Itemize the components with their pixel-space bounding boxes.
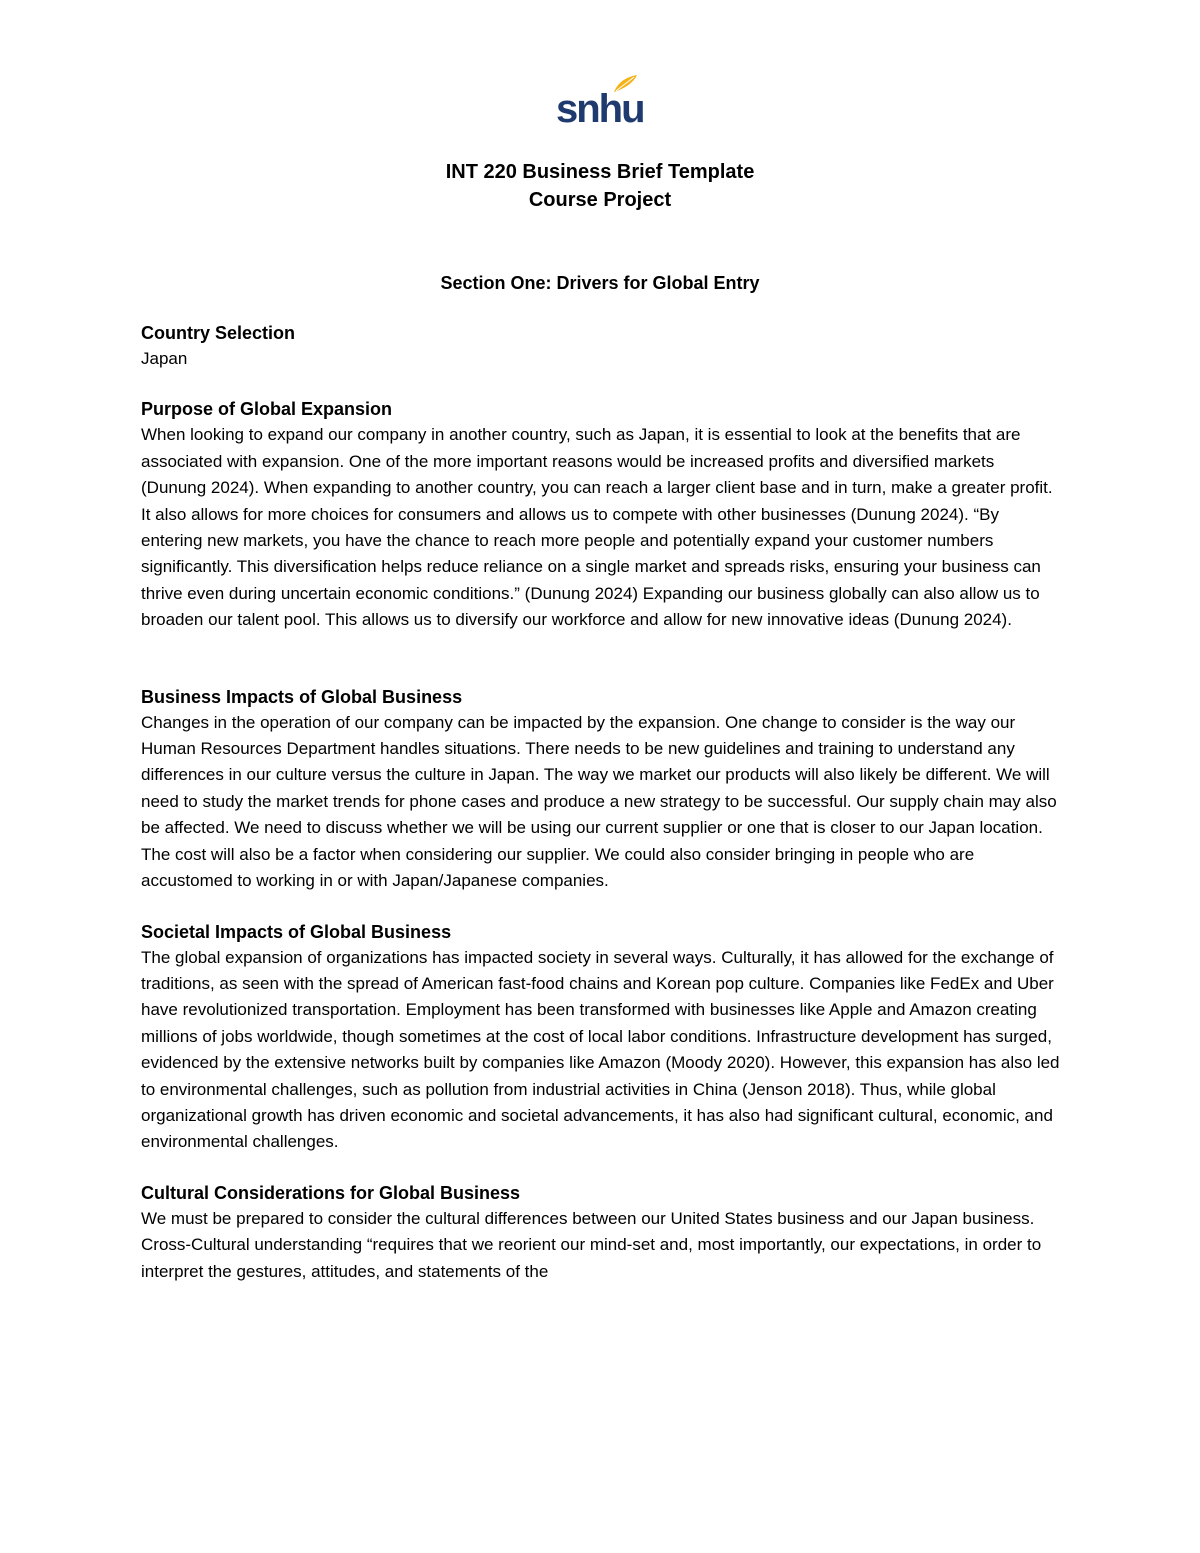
document-body — [141, 320, 1061, 1285]
logo-wordmark: snhu — [556, 87, 644, 131]
snhu-logo — [548, 72, 648, 134]
document-title: INT 220 Business Brief Template — [445, 161, 755, 183]
purpose-text: When looking to expand our company in another country, such as Japan, it is essential to look at the benefits that are associated with expansion. One of the more important reasons would be increased profits and diversified markets (Dunung 2024). When expanding to another country, you can reach a larger client base and in turn, make a greater profit. It also allows for more choices for consumers and allows us to compete with other businesses (Dunung 2024). “By entering new markets, you have the chance to reach more people and potentially expand your customer numbers significantly. This diversification helps reduce reliance on a single market and spreads risks, ensuring your business can thrive even during uncertain economic conditions.” (Dunung 2024) Expanding our business globally can also allow us to broaden our talent pool. This allows us to diversify our workforce and allow for new innovative ideas (Dunung 2024). — [141, 425, 1053, 630]
document-subtitle: Course Project — [528, 189, 672, 211]
country-selection-heading: Country Selection — [141, 323, 296, 343]
purpose-heading: Purpose of Global Expansion — [141, 399, 393, 420]
country-selection-text: Japan — [141, 349, 188, 368]
section-title: Section One: Drivers for Global Entry — [440, 273, 760, 293]
societal-impacts-text: The global expansion of organizations has impacted society in several ways. Culturally, it has allowed for the exchange of traditions, as seen with the spread of American fast-food chains and Korean pop culture. Companies like FedEx and Uber have revolutionized transportation. Employment has been transformed with businesses like Apple and Amazon creating millions of jobs worldwide, though sometimes at the cost of local labor conditions. Infrastructure development has surged, evidenced by the extensive networks built by companies like Amazon (Moody 2020). However, this expansion has also led to environmental challenges, such as pollution from industrial activities in China (Jenson 2018). Thus, while global organizational growth has driven economic and societal advancements, it has also had significant cultural, economic, and environmental challenges. — [141, 947, 1060, 1152]
societal-impacts-heading: Societal Impacts of Global Business — [141, 921, 452, 942]
cultural-considerations-heading: Cultural Considerations for Global Business — [141, 1182, 521, 1203]
cultural-considerations-text: We must be prepared to consider the cultural differences between our United States business and our Japan business. Cross-Cultural understanding “requires that we reorient our mind-set and, most importantly, our expectations, in order to interpret the gestures, attitudes, and statements of the — [141, 1208, 1042, 1281]
business-impacts-heading: Business Impacts of Global Business — [141, 686, 463, 707]
document-header — [0, 158, 1200, 214]
business-impacts-text: Changes in the operation of our company can be impacted by the expansion. One change to consider is the way our Human Resources Department handles situations. There needs to be new guidelines and training to understand any differences in our culture versus the culture in Japan. The way we market our products will also likely be different. We will need to study the market trends for phone cases and produce a new strategy to be successful. Our supply chain may also be affected. We need to discuss whether we will be using our current supplier or one that is closer to our Japan location. The cost will also be a factor when considering our supplier. We could also consider bringing in people who are accustomed to working in or with Japan/Japanese companies. — [141, 712, 1057, 891]
